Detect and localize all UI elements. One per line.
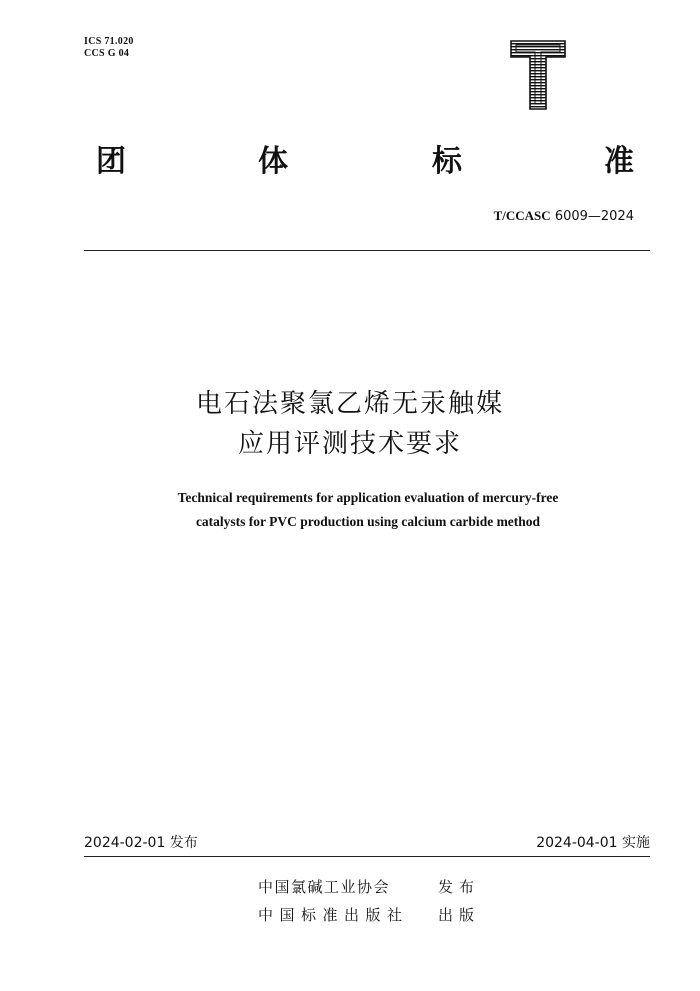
publisher-name: 中国标准出版社 <box>258 906 409 924</box>
issuer-name: 中国氯碱工业协会 <box>258 878 391 896</box>
top-divider <box>84 250 650 251</box>
category-char-4: 准 <box>604 144 634 179</box>
issue-date: 2024-02-01 发布 <box>84 835 198 851</box>
implement-date: 2024-04-01 实施 <box>536 835 650 851</box>
category-char-2: 体 <box>258 144 288 179</box>
standard-number-prefix: T/CCASC <box>493 208 551 223</box>
standard-category <box>84 142 640 182</box>
category-char-3: 标 <box>432 144 462 179</box>
category-char-1: 团 <box>96 144 126 179</box>
title-zh-line-1: 电石法聚氯乙烯无汞触媒 <box>195 389 504 419</box>
standard-logo-t <box>510 40 566 110</box>
title-en-line-1: Technical requirements for application evaluation of mercury-free <box>177 490 559 505</box>
title-zh-line-2: 应用评测技术要求 <box>237 429 462 459</box>
ccs-code: CCS G 04 <box>84 48 130 59</box>
title-en-line-2: catalysts for PVC production using calcium carbide method <box>195 514 541 529</box>
publisher-action: 出版 <box>438 906 481 924</box>
ics-code: ICS 71.020 <box>84 36 134 47</box>
issuer-action: 发布 <box>438 878 481 896</box>
bottom-divider <box>84 856 650 857</box>
standard-number <box>494 207 634 226</box>
standard-number-value: 6009—2024 <box>554 209 634 224</box>
